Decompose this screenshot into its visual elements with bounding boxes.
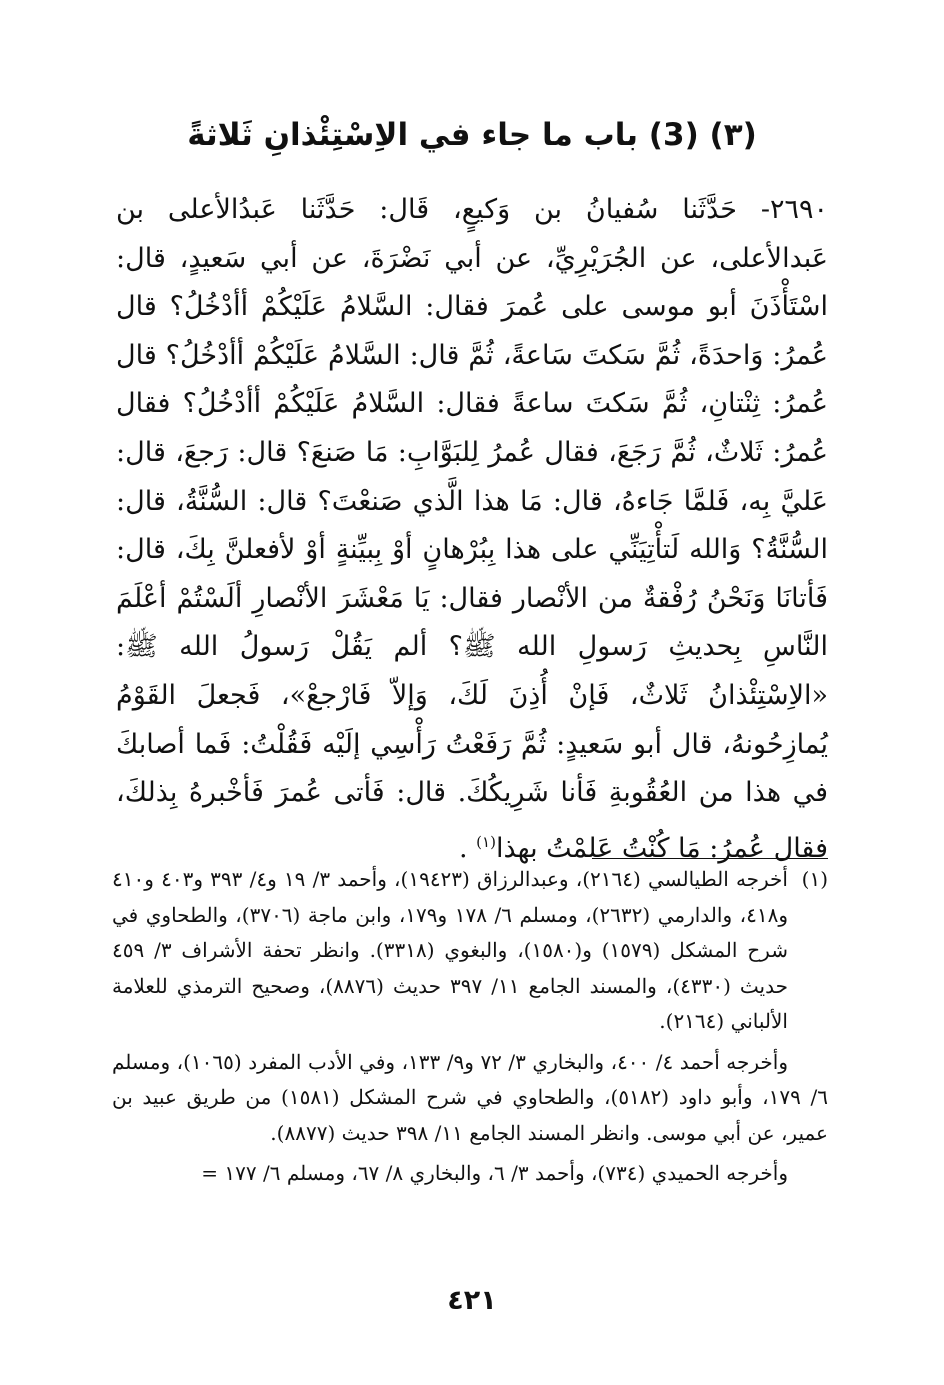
page-number: ٤٢١ <box>447 1285 497 1316</box>
footnote-1-continuation-a: وأخرجه أحمد ٤/ ٤٠٠، والبخاري ٣/ ٧٢ و٩/ ١٣٣، وفي الأدب المفرد (١٠٦٥)، ومسلم ٦/ ١٧٩، وأبو داود (٥١٨٢)، والطحاوي في شرح المشكل (١٥٨١) من طريق عبيد بن عمير، عن أبي موسى. وانظر المسند الجامع ١١/ ٣٩٨ حديث (٨٨٧٧). <box>112 1049 828 1145</box>
footnote-1 <box>112 862 828 1040</box>
footnote-1-text: أخرجه الطيالسي (٢١٦٤)، وعبدالرزاق (١٩٤٢٣)، وأحمد ٣/ ١٩ و٤/ ٣٩٣ و٤٠٣ و٤١٠ و٤١٨، والدارمي (٢٦٣٢)، ومسلم ٦/ ١٧٨ و١٧٩، وابن ماجة (٣٧٠٦)، والطحاوي في شرح المشكل (١٥٧٩) و(١٥٨٠)، والبغوي (٣٣١٨). وانظر تحفة الأشراف ٣/ ٤٥٩ حديث (٤٣٣٠)، والمسند الجامع ١١/ ٣٩٧ حديث (٨٨٧٦)، وصحيح الترمذي للعلامة الألباني (٢١٦٤). <box>112 867 788 1033</box>
footnote-1-continuation-b: وأخرجه الحميدي (٧٣٤)، وأحمد ٣/ ٦، والبخاري ٨/ ٦٧، ومسلم ٦/ ١٧٧ = <box>201 1161 788 1185</box>
chapter-heading: (٣) (3) باب ما جاء في الاِسْتِئْذانِ ثَلاثةً <box>187 117 757 153</box>
footnotes-block <box>112 862 828 1197</box>
hadith-text-end: . <box>459 832 477 864</box>
footnote-marker: (١) <box>801 867 828 891</box>
hadith-text-block <box>116 186 828 873</box>
hadith-text: ٢٦٩٠- حَدَّثَنا سُفيانُ بن وَكيعٍ، قَال: حَدَّثَنا عَبدُالأعلى بن عَبدالأعلى، عن الجُرَيْرِيِّ، عن أبي نَضْرَةَ، عن أبي سَعيدٍ، قال: اسْتَأْذَنَ أبو موسى على عُمرَ فقال: السَّلامُ عَلَيْكُمْ أأدْخُلُ؟ قال عُمرُ: وَاحدَةً، ثُمَّ سَكتَ سَاعةً، ثُمَّ قال: السَّلامُ عَلَيْكُمْ أأدْخُلُ؟ قال عُمرُ: ثِنْتانِ، ثُمَّ سَكتَ ساعةً فقال: السَّلامُ عَلَيْكُمْ أأدْخُلُ؟ فقال عُمرُ: ثَلاثٌ، ثُمَّ رَجَعَ، فقال عُمرُ لِلبَوَّابِ: مَا صَنعَ؟ قال: رَجعَ، قال: عَليَّ بِه، فَلمَّا جَاءهُ، قال: مَا هذا الَّذي صَنعْتَ؟ قال: السُّنَّةُ، قال: السُّنَّةُ؟ وَالله لَتأْتِيَنِّي على هذا بِبُرْهانٍ أوْ بِبيِّنةٍ أوْ لأفعلنَّ بِكَ، قال: فَأتانَا وَنَحْنُ رُفْقةٌ من الأنْصار فقال: يَا مَعْشَرَ الأنْصارِ ألَسْتُمْ أعْلَمَ النَّاسِ بِحديثِ رَسولِ الله ﷺ؟ ألم يَقُلْ رَسولُ الله ﷺ: «الاِسْتِئْذانُ ثَلاثٌ، فَإنْ أُذِنَ لَكَ، وَإلاّ فَارْجعْ»، فَجعلَ القَوْمُ يُمازِحُونهُ، قال أبو سَعيدٍ: ثُمَّ رَفَعْتُ رَأْسِي إلَيْه فَقُلْتُ: فَما أصابكَ في هذا من العُقُوبةِ فَأنا شَرِيكُكَ. قال: فَأتى عُمرَ فَأخْبرهُ بِذلكَ، فقال عُمرُ: مَا كُنْتُ عَلمْتُ بهذا <box>116 194 828 864</box>
footnote-reference: (١) <box>476 832 496 851</box>
footnote-separator <box>592 858 828 859</box>
